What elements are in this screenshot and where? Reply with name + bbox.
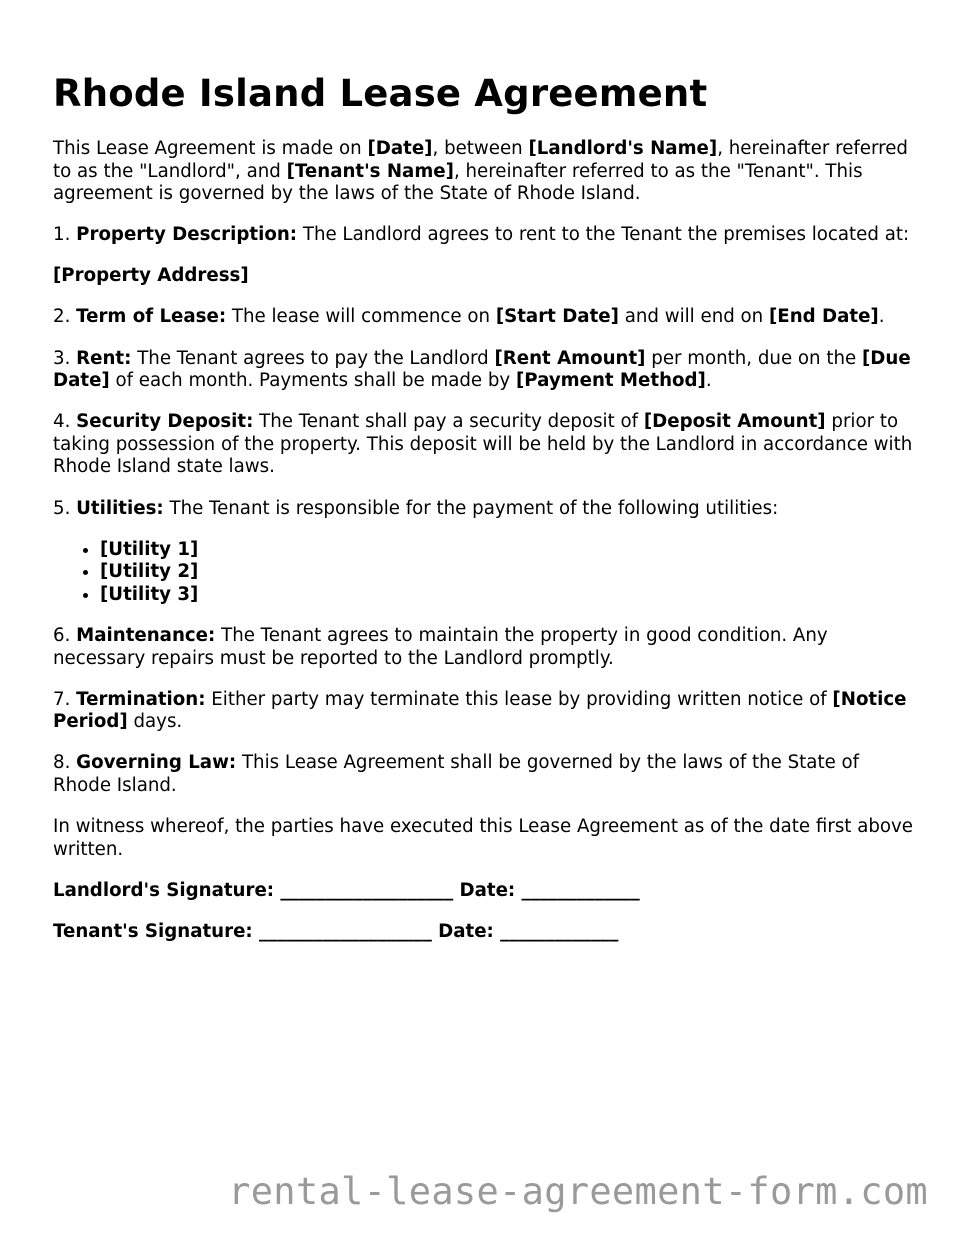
section-governing-law: 8. Governing Law: This Lease Agreement shall be governed by the laws of the State of Rhode Island. — [53, 752, 860, 796]
section-term-of-lease: 2. Term of Lease: The lease will commence on [Start Date] and will end on [End Date]. — [53, 306, 885, 328]
witness-paragraph: In witness whereof, the parties have executed this Lease Agreement as of the date first above written. — [53, 815, 913, 860]
tenant-signature-line: Tenant's Signature: ___________________ Date: _____________ — [53, 920, 619, 942]
section-utilities: 5. Utilities: The Tenant is responsible for the payment of the following utilities: — [53, 497, 779, 519]
intro-paragraph: This Lease Agreement is made on [Date], between [Landlord's Name], hereinafter referred to as the "Landlord", and [Tenant's Name], hereinafter referred to as the "Tenant". This agreement is governed by the laws of the State of Rhode Island. — [53, 138, 908, 205]
list-item: • [Utility 3] — [100, 584, 913, 607]
landlord-signature-line: Landlord's Signature: ___________________ Date: _____________ — [53, 879, 640, 901]
section-rent: 3. Rent: The Tenant agrees to pay the Landlord [Rent Amount] per month, due on the [Due Date] of each month. Payments shall be made by [Payment Method]. — [53, 347, 911, 392]
section-security-deposit: 4. Security Deposit: The Tenant shall pay a security deposit of [Deposit Amount] prior to taking possession of the property. This deposit will be held by the Landlord in accordance with Rhode Island state laws. — [53, 411, 913, 478]
section-maintenance: 6. Maintenance: The Tenant agrees to maintain the property in good condition. Any necessary repairs must be reported to the Landlord promptly. — [53, 624, 828, 669]
section-property-description: 1. Property Description: The Landlord agrees to rent to the Tenant the premises located at: — [53, 224, 910, 246]
section-termination: 7. Termination: Either party may terminate this lease by providing written notice of [Notice Period] days. — [53, 688, 907, 733]
lease-document — [53, 62, 913, 962]
list-item: • [Utility 1] — [100, 539, 913, 562]
property-address: [Property Address] — [53, 265, 249, 287]
footer-watermark: rental-lease-agreement-form.com — [228, 1170, 928, 1213]
document-title: Rhode Island Lease Agreement — [53, 72, 708, 115]
utilities-list — [53, 539, 913, 607]
list-item: • [Utility 2] — [100, 561, 913, 584]
